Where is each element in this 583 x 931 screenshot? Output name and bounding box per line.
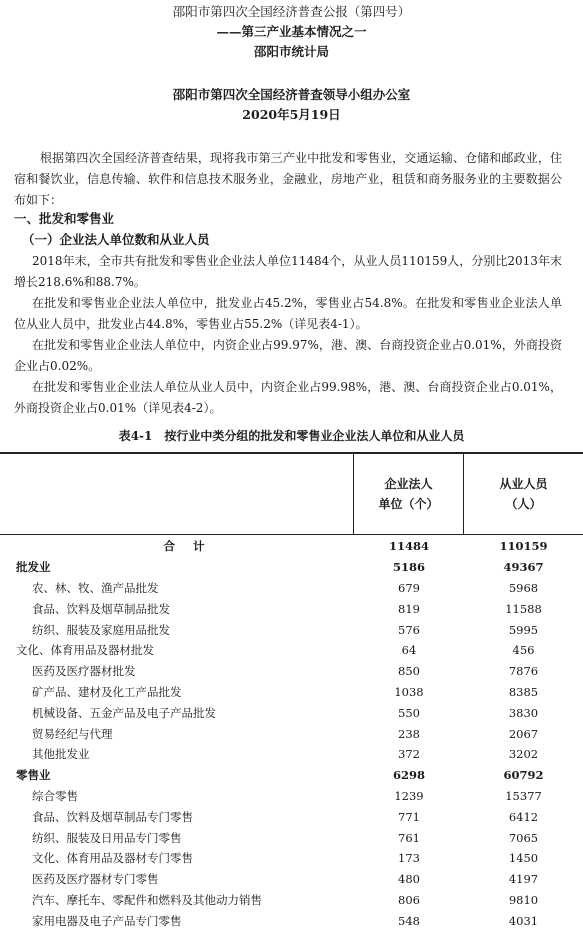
row-staff-value: 8385 <box>508 684 539 699</box>
row-industry-name: 纺织、服装及日用品专门零售 <box>32 830 182 845</box>
table-row <box>0 682 583 703</box>
row-staff-value: 3202 <box>508 747 539 762</box>
table-row <box>0 640 583 661</box>
col-header-staff-line1: 从业人员 <box>499 477 548 491</box>
table-top-rule <box>0 452 583 454</box>
row-staff-value: 7876 <box>508 664 539 679</box>
col-header-staff-line2: （人） <box>505 497 542 511</box>
table-row <box>0 786 583 807</box>
row-units-value: 5186 <box>392 560 425 575</box>
row-staff-value: 3830 <box>508 705 539 720</box>
table-row <box>0 619 583 640</box>
intro-paragraph: 根据第四次全国经济普查结果，现将我市第三产业中批发和零售业，交通运输、仓储和邮政业，住宿和餐饮业，信息传输、软件和信息技术服务业，金融业，房地产业，租赁和商务服务业的主要数据公布如下： <box>14 151 562 207</box>
row-industry-name: 矿产品、建材及化工产品批发 <box>32 684 182 699</box>
paragraph-4: 在批发和零售业企业法人单位从业人员中，内资企业占99.98%，港、澳、台商投资企业占0.01%，外商投资企业占0.01%（详见表4-2）。 <box>14 380 562 415</box>
row-industry-name: 食品、饮料及烟草制品专门零售 <box>32 809 193 824</box>
section-heading: 一、批发和零售业 <box>14 211 115 226</box>
paragraph-3: 在批发和零售业企业法人单位中，内资企业占99.97%，港、澳、台商投资企业占0.01%，外商投资企业占0.02%。 <box>14 338 562 373</box>
col-header-units-line1: 企业法人 <box>384 477 433 491</box>
table-header-rule <box>0 534 583 535</box>
row-industry-name: 家用电器及电子产品专门零售 <box>32 913 182 928</box>
row-units-value: 761 <box>398 830 420 845</box>
table-caption: 表4-1 按行业中类分组的批发和零售业企业法人单位和从业人员 <box>118 429 465 443</box>
row-units-value: 6298 <box>392 768 425 783</box>
row-units-value: 771 <box>398 809 420 824</box>
row-industry-name: 纺织、服装及家庭用品批发 <box>32 622 170 637</box>
row-industry-name: 文化、体育用品及器材批发 <box>16 643 154 658</box>
row-staff-value: 15377 <box>505 788 542 803</box>
row-industry-name: 贸易经纪与代理 <box>32 726 113 741</box>
paragraph-1: 2018年末，全市共有批发和零售业企业法人单位11484个，从业人员110159人，分别比2013年末增长218.6%和88.7%。 <box>14 254 562 289</box>
table-row <box>0 702 583 723</box>
row-units-value: 576 <box>398 622 420 637</box>
col-header-units <box>354 474 463 514</box>
table-row <box>0 578 583 599</box>
row-industry-name: 汽车、摩托车、零配件和燃料及其他动力销售 <box>32 892 262 907</box>
table-row <box>0 598 583 619</box>
table-row <box>0 890 583 911</box>
row-industry-name: 医药及医疗器材专门零售 <box>32 872 159 887</box>
row-staff-value: 456 <box>512 643 535 658</box>
col-header-units-line2: 单位（个） <box>378 497 439 511</box>
col-header-staff <box>464 474 583 514</box>
row-industry-name: 综合零售 <box>32 788 78 803</box>
row-staff-value: 7065 <box>508 830 539 845</box>
table-row <box>0 848 583 869</box>
row-industry-name: 合计 <box>163 539 223 554</box>
row-units-value: 850 <box>398 664 420 679</box>
row-units-value: 238 <box>398 726 420 741</box>
row-units-value: 173 <box>398 851 420 866</box>
table-row <box>0 806 583 827</box>
table-row <box>0 765 583 786</box>
row-units-value: 550 <box>398 705 420 720</box>
row-staff-value: 5968 <box>508 580 539 595</box>
row-industry-name: 其他批发业 <box>32 747 90 762</box>
row-staff-value: 6412 <box>508 809 539 824</box>
row-industry-name: 食品、饮料及烟草制品批发 <box>32 601 170 616</box>
row-staff-value: 4031 <box>508 913 539 928</box>
table-row <box>0 827 583 848</box>
row-industry-name: 医药及医疗器材批发 <box>32 664 136 679</box>
row-staff-value: 4197 <box>508 872 539 887</box>
row-staff-value: 5995 <box>508 622 539 637</box>
row-staff-value: 60792 <box>503 768 544 783</box>
table-row <box>0 744 583 765</box>
row-staff-value: 11588 <box>505 601 542 616</box>
row-industry-name: 零售业 <box>16 768 51 783</box>
office: 邵阳市第四次全国经济普查领导小组办公室 <box>172 87 411 102</box>
table-row <box>0 536 583 557</box>
row-units-value: 806 <box>398 892 420 907</box>
row-units-value: 1038 <box>394 684 424 699</box>
row-staff-value: 110159 <box>499 539 548 554</box>
table-row <box>0 869 583 890</box>
row-units-value: 679 <box>398 580 420 595</box>
row-staff-value: 9810 <box>508 892 539 907</box>
row-staff-value: 2067 <box>508 726 539 741</box>
row-units-value: 819 <box>398 601 420 616</box>
row-units-value: 372 <box>398 747 420 762</box>
bulletin-title: 邵阳市第四次全国经济普查公报（第四号） <box>172 4 411 19</box>
bulletin-subtitle: ——第三产业基本情况之一 <box>216 24 367 39</box>
table-row <box>0 723 583 744</box>
data-table <box>0 536 583 931</box>
table-row <box>0 661 583 682</box>
row-industry-name: 文化、体育用品及器材专门零售 <box>32 851 193 866</box>
row-industry-name: 农、林、牧、渔产品批发 <box>32 580 159 595</box>
table-row <box>0 910 583 931</box>
row-units-value: 1239 <box>394 788 424 803</box>
row-units-value: 64 <box>401 643 417 658</box>
paragraph-2: 在批发和零售业企业法人单位中，批发业占45.2%，零售业占54.8%。在批发和零售业企业法人单位从业人员中，批发业占44.8%，零售业占55.2%（详见表4-1）。 <box>14 296 562 331</box>
row-industry-name: 机械设备、五金产品及电子产品批发 <box>32 705 216 720</box>
row-units-value: 480 <box>398 872 420 887</box>
row-staff-value: 49367 <box>503 560 544 575</box>
publish-date: 2020年5月19日 <box>242 107 341 122</box>
table-row <box>0 557 583 578</box>
row-units-value: 548 <box>398 913 420 928</box>
row-staff-value: 1450 <box>508 851 539 866</box>
issuer: 邵阳市统计局 <box>253 44 329 59</box>
subsection-heading: （一）企业法人单位数和从业人员 <box>22 232 210 247</box>
row-units-value: 11484 <box>388 539 429 554</box>
row-industry-name: 批发业 <box>16 560 51 575</box>
